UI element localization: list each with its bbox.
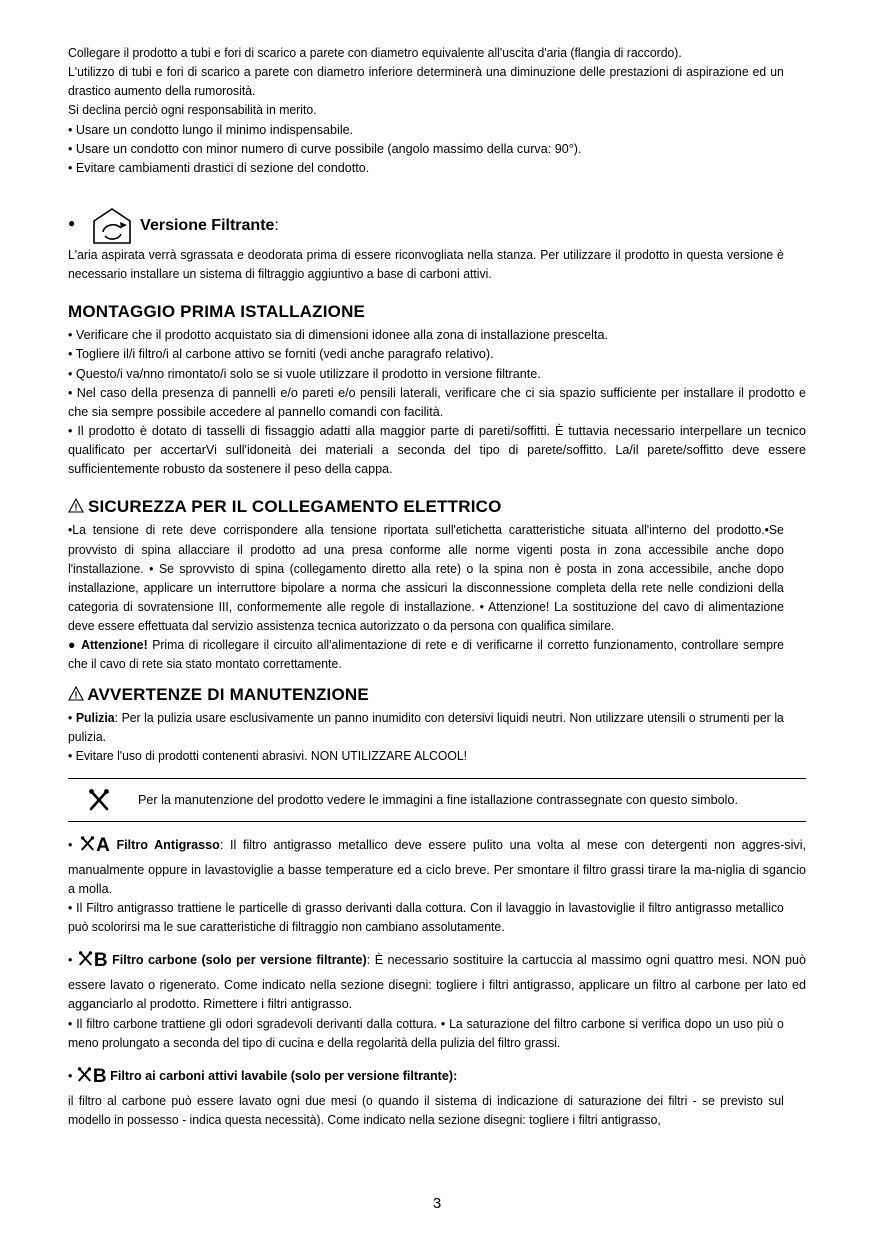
sicurezza-attention <box>68 636 784 674</box>
filtro-a-body: : Il filtro antigrasso metallico deve essere pulito una volta al mese con detergenti non aggres-sivi, manualmente oppure in lavastoviglie a basse temperature ed a ciclo breve. Per smontare il filtro grassi tirare la ma-niglia di sgancio a molla. <box>68 837 806 896</box>
montaggio-bullets <box>68 326 806 479</box>
intro-line-1: Collegare il prodotto a tubi e fori di scarico a parete con diametro equivalente all'uscita d'aria (flangia di raccordo). <box>68 46 682 60</box>
montaggio-bullet-2: • Togliere il/i filtro/i al carbone attivo se forniti (vedi anche paragrafo relativo). <box>68 347 494 362</box>
filtro-a-letter: A <box>96 834 110 856</box>
filtrante-bullet: ● <box>68 215 76 230</box>
montaggio-bullet-5: • Il prodotto è dotato di tasselli di fissaggio adatti alla maggior parte di pareti/soffitti. È tuttavia necessario interpellare un tecnico qualificato per accertarVi sull'idoneità dei materiali a seconda del tipo di parete/soffitto. La/il parete/soffitto deve essere sufficientemente robusto da sostenere il peso della cappa. <box>68 423 806 477</box>
manutenzione-title: AVVERTENZE DI MANUTENZIONE <box>87 684 369 704</box>
manutenzione-block <box>68 685 806 766</box>
sicurezza-body: •La tensione di rete deve corrispondere alla tensione riportata sull'etichetta caratteristiche situata all'interno del prodotto.•Se provvisto di spina allacciare il prodotto ad una presa conforme alle norme vigenti posta in zona accessibile anche dopo l'installazione. • Se sprovvisto di spina (collegamento diretto alla rete) o la spina non è posta in zona accessibile, anche dopo installazione, applicare un interruttore bipolare a norma che assicuri la disconnessione completa della rete nelle condizioni della categoria di sovratensione III, conformemente alle regole di installazione. • Attenzione! La sostituzione del cavo di alimentazione deve essere effettuata dal servizio assistenza tecnica autorizzato o da persona con qualifica similare. <box>68 523 784 634</box>
filtro-b2-body: il filtro al carbone può essere lavato ogni due mesi (o quando il sistema di indicazione di saturazione dei filtri - se previsto sul modello in possesso - indica questa necessità). Come indicato nella sezione disegni: togliere i filtri antigrasso, <box>68 1093 784 1127</box>
filtro-a-note: • Il Filtro antigrasso trattiene le particelle di grasso derivanti dalla cottura. Con il lavaggio in lavastoviglie il filtro antigrasso metallico può scolorirsi ma le sue caratteristiche di filtraggio non cambiano assolutamente. <box>68 901 784 935</box>
sicurezza-attention-body: Prima di ricollegare il circuito all'alimentazione di rete e di verificarne il corretto funzionamento, controllare sempre che il cavo di rete sia stato montato correttamente. <box>68 638 784 672</box>
pulizia-body: : Per la pulizia usare esclusivamente un panno inumidito con detersivi liquidi neutri. Non utilizzare utensili o strumenti per la pulizia. <box>68 710 784 744</box>
abrasivi-line: • Evitare l'uso di prodotti contenenti abrasivi. NON UTILIZZARE ALCOOL! <box>68 748 468 763</box>
pulizia-paragraph <box>68 709 784 747</box>
sicurezza-attention-label: Attenzione! <box>81 638 148 653</box>
filtro-b2-letter: B <box>92 1065 107 1087</box>
filtro-b-label: Filtro carbone (solo per versione filtrante) <box>112 953 367 968</box>
filtro-a-bullet: • <box>68 837 80 852</box>
versione-filtrante-heading <box>68 206 806 246</box>
sicurezza-block <box>68 497 806 674</box>
filtro-carbone-block <box>68 947 806 1052</box>
symbol-note-box <box>68 778 806 822</box>
manutenzione-title-row <box>68 685 806 705</box>
filtro-b-body: : È necessario sostituire la cartuccia al massimo ogni quattro mesi. NON può essere lavato o rigenerato. Come indicato nella sezione disegni: togliere i filtri antigrasso, applicare un filtro al carbone per lato ed agganciarlo al prodotto. Rimettere i filtri antigrasso. <box>68 953 806 1012</box>
montaggio-bullet-1: • Verificare che il prodotto acquistato sia di dimensioni idonee alla zona di installazione prescelta. <box>68 328 608 343</box>
sicurezza-title-row <box>68 497 806 517</box>
tools-cross-icon <box>79 835 96 852</box>
tools-cross-icon <box>77 950 94 967</box>
pulizia-label: Pulizia <box>75 710 115 725</box>
warning-triangle-icon <box>68 498 83 512</box>
filtrante-body: L'aria aspirata verrà sgrassata e deodorata prima di essere riconvogliata nella stanza. Per utilizzare il prodotto in questa versione è necessario installare un sistema di filtraggio aggiuntivo a base di carboni attivi. <box>68 247 784 282</box>
filtro-carboni-lavabile-text <box>68 1063 806 1092</box>
page-number: 3 <box>432 1195 442 1212</box>
intro-bullet-2: • Usare un condotto con minor numero di curve possibile (angolo massimo della curva: 90°). <box>68 141 582 156</box>
intro-bullets <box>68 121 806 178</box>
recirculation-house-icon <box>90 206 134 246</box>
filtro-carbone-text <box>68 947 806 1014</box>
intro-bullet-1: • Usare un condotto lungo il minimo indispensabile. <box>68 122 354 137</box>
pulizia-bullet: • <box>68 710 76 725</box>
intro-line-3: Si declina perciò ogni responsabilità in merito. <box>68 103 317 118</box>
intro-bullet-3: • Evitare cambiamenti drastici di sezione del condotto. <box>68 160 370 175</box>
filtro-antigrasso-text <box>68 832 806 899</box>
sicurezza-attention-bullet: ● <box>68 638 77 653</box>
intro-line-2: L'utilizzo di tubi e fori di scarico a parete con diametro inferiore determinerà una diminuzione delle prestazioni di aspirazione ed un drastico aumento della rumorosità. <box>68 65 784 99</box>
sicurezza-title: SICUREZZA PER IL COLLEGAMENTO ELETTRICO <box>87 497 502 517</box>
intro-block <box>68 44 806 178</box>
montaggio-block <box>68 302 806 479</box>
montaggio-title: MONTAGGIO PRIMA ISTALLAZIONE <box>68 302 366 322</box>
montaggio-bullet-3: • Questo/i va/nno rimontato/i solo se si vuole utilizzare il prodotto in versione filtrante. <box>68 366 541 381</box>
filtrante-colon: : <box>274 216 279 234</box>
filtro-b2-label: Filtro ai carboni attivi lavabile (solo per versione filtrante): <box>110 1068 458 1083</box>
tools-cross-icon <box>76 1066 93 1083</box>
warning-triangle-icon <box>68 686 83 700</box>
symbol-note-text: Per la manutenzione del prodotto vedere le immagini a fine istallazione contrassegnate con questo simbolo. <box>138 792 738 807</box>
montaggio-bullet-4: • Nel caso della presenza di pannelli e/o pareti e/o pensili laterali, verificare che ci sia spazio sufficiente per installare il prodotto e che sia sempre possibile accedere al pannello comandi con facilità. <box>68 385 806 419</box>
filtrante-label: Versione Filtrante <box>140 216 275 234</box>
filtro-b-bullet: • <box>68 953 77 968</box>
filtro-b2-bullet: • <box>68 1068 76 1083</box>
filtro-a-label: Filtro Antigrasso <box>116 837 220 852</box>
versione-filtrante-block <box>68 206 806 284</box>
filtro-b-letter: B <box>93 950 108 972</box>
tools-cross-icon <box>86 787 112 813</box>
filtro-antigrasso-block <box>68 832 806 937</box>
filtro-b-note: • Il filtro carbone trattiene gli odori sgradevoli derivanti dalla cottura. • La saturazione del filtro carbone si verifica dopo un uso più o meno prolungato a seconda del tipo di cucina e della regolarità della pulizia del filtro grassi. <box>68 1016 784 1050</box>
filtro-carboni-lavabile-block <box>68 1063 806 1130</box>
